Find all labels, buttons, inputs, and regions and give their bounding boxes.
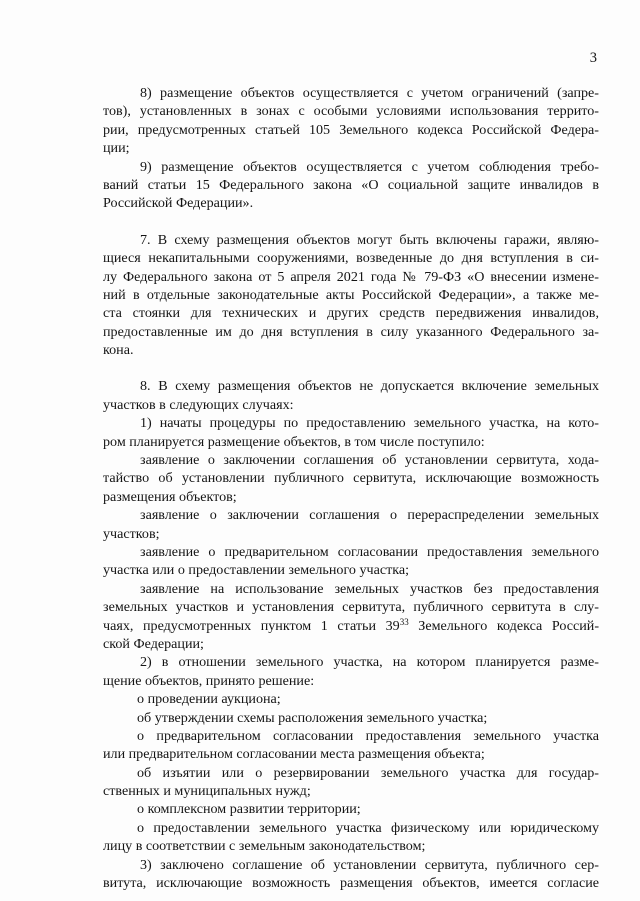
text-line: ваний статьи 15 Федерального закона «О социальной защите инвалидов в — [103, 176, 599, 193]
text-line: об изъятии или о резервировании земельного участка для государ- — [137, 764, 599, 781]
section-8-item-1-d — [103, 580, 599, 654]
text-line: тайство об установлении публичного сервитута, исключающие возможность — [103, 470, 599, 487]
text-line: 8) размещение объектов осуществляется с учетом ограничений (запре- — [140, 85, 599, 101]
section-8-item-2-a — [103, 690, 599, 708]
text-line: земельных участков и установления сервитута, публичного сервитута в слу- — [103, 599, 599, 616]
text-line: рии, предусмотренных статьей 105 Земельного кодекса Российской Федера- — [103, 121, 599, 138]
text-line: витута, исключающие возможность размещения объектов, имеется согласие — [103, 875, 599, 892]
text-line: ром планируется размещение объектов, в том числе поступило: — [103, 433, 485, 450]
section-8-item-1-c — [103, 543, 599, 580]
text-line: кона. — [103, 342, 134, 359]
text-line: заявление о заключении соглашения о перераспределении земельных — [140, 507, 599, 524]
text-line: размещения объектов; — [103, 488, 237, 505]
text-line: о проведении аукциона; — [137, 691, 281, 708]
text-line: тов), установленных в зонах с особыми условиями использования террито- — [103, 103, 599, 120]
text-line: лу Федерального закона от 5 апреля 2021 года № 79-ФЗ «О внесении измене- — [103, 268, 599, 285]
text-line: заявление о заключении соглашения об установлении сервитута, хода- — [140, 452, 599, 469]
text-line: участков в следующих случаях: — [103, 396, 294, 413]
paragraph-gap — [103, 213, 599, 231]
text-line: заявление на использование земельных участков без предоставления — [140, 580, 599, 597]
section-8-item-1 — [103, 414, 599, 451]
text-line: Российской Федерации». — [103, 195, 254, 212]
paragraph-item-8 — [103, 84, 599, 158]
text-line: участков; — [103, 525, 160, 542]
text-line: 1) начаты процедуры по предоставлению земельного участка, на кото- — [140, 415, 599, 432]
text-line: заявление о предварительном согласовании предоставления земельного — [140, 543, 599, 560]
section-8 — [103, 377, 599, 414]
section-8-item-1-a — [103, 451, 599, 506]
text-fragment: чаях, предусмотренных пунктом 1 статьи 39 — [103, 617, 400, 634]
text-line: ний в отдельные законодательные акты Российской Федерации», а также ме- — [103, 286, 599, 303]
text-line: лицу в соответствии с земельным законодательством; — [103, 838, 426, 855]
text-line: о предоставлении земельного участка физическому или юридическому — [137, 819, 599, 836]
section-8-item-2-d — [103, 764, 599, 801]
text-line: 7. В схему размещения объектов могут быть включены гаражи, являю- — [140, 231, 599, 248]
text-line: или предварительном согласовании места размещения объекта; — [103, 746, 485, 763]
text-line: 8. В схему размещения объектов не допускается включение земельных — [140, 378, 599, 395]
section-8-item-1-b — [103, 506, 599, 543]
section-8-item-2-c — [103, 727, 599, 764]
section-8-item-2-f — [103, 819, 599, 856]
page-number: 3 — [589, 50, 597, 66]
paragraph-gap — [103, 359, 599, 377]
paragraph-item-9 — [103, 158, 599, 213]
text-line: участка или о предоставлении земельного участка; — [103, 562, 410, 579]
text-line: ственных и муниципальных нужд; — [103, 783, 311, 800]
superscript: 33 — [399, 616, 409, 627]
text-line-with-superscript — [103, 617, 599, 635]
section-8-item-2-b — [103, 709, 599, 727]
text-line: щиеся некапитальными сооружениями, возведенные до дня вступления в си- — [103, 250, 599, 267]
text-fragment: Земельного кодекса Россий- — [408, 617, 600, 634]
text-line: о комплексном развитии территории; — [137, 801, 361, 818]
document-body — [103, 84, 599, 892]
text-line: 2) в отношении земельного участка, на котором планируется разме- — [140, 654, 599, 671]
section-8-item-2 — [103, 653, 599, 690]
text-line: ции; — [103, 140, 130, 157]
text-line: о предварительном согласовании предоставления земельного участка — [137, 727, 599, 744]
text-line: 9) размещение объектов осуществляется с учетом соблюдения требо- — [140, 158, 599, 175]
text-line: ской Федерации; — [103, 635, 204, 652]
section-7 — [103, 231, 599, 360]
text-line: 3) заключено соглашение об установлении сервитута, публичного сер- — [140, 856, 599, 873]
text-line: предоставленные им до дня вступления в силу указанного Федерального за- — [103, 323, 599, 340]
section-8-item-2-e — [103, 800, 599, 818]
text-line: об утверждении схемы расположения земельного участка; — [137, 709, 488, 726]
section-8-item-3 — [103, 856, 599, 893]
text-line: щение объектов, принято решение: — [103, 672, 315, 689]
text-line: ста стоянки для технических и других средств передвижения инвалидов, — [103, 305, 599, 322]
